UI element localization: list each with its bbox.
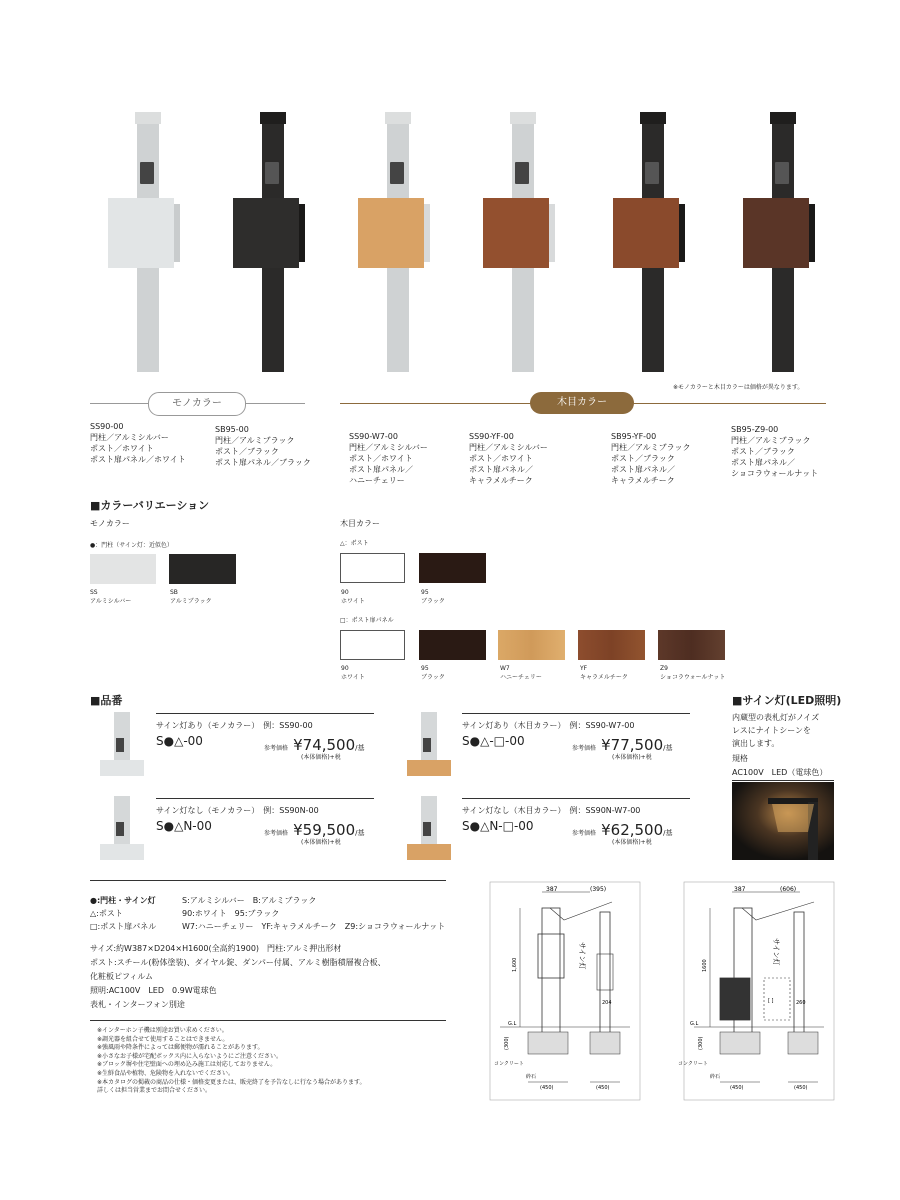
product-code: SB95-00 bbox=[215, 425, 249, 434]
swatch-label-door-yf: YF キャラメルチーク bbox=[580, 665, 628, 681]
variation-heading: ■カラーバリエーション bbox=[90, 499, 210, 512]
svg-text:コンクリート: コンクリート bbox=[494, 1061, 524, 1067]
thumb-mono-nolight bbox=[100, 796, 146, 860]
hinban-example: 例：SS90-W7-00 bbox=[569, 721, 635, 730]
hinban-price: ¥62,500 bbox=[601, 821, 664, 839]
product-label-1 bbox=[90, 421, 220, 465]
swatch-label-door-w7: W7 ハニーチェリー bbox=[500, 665, 542, 681]
svg-text:(450): (450) bbox=[540, 1085, 554, 1091]
sign-light-spec: AC100V LED（電球色） bbox=[732, 768, 828, 777]
hinban-item-3: サイン灯なし（モノカラー） 例：SS90N-00 S●△N-00 参考価格 ¥59,500/基 (本体価格)+税 bbox=[156, 798, 376, 833]
mono-title: モノカラー bbox=[90, 519, 130, 528]
hinban-code: S●△N-00 bbox=[156, 819, 212, 833]
group-label-wood: 木目カラー bbox=[530, 392, 634, 414]
hinban-price: ¥59,500 bbox=[293, 821, 356, 839]
svg-text:砕石: 砕石 bbox=[526, 1074, 537, 1080]
drawing-without-light bbox=[678, 882, 834, 1100]
hinban-item-1: サイン灯あり（モノカラー） 例：SS90-00 S●△-00 参考価格 ¥74,500/基 (本体価格)+税 bbox=[156, 713, 376, 748]
product-desc: 門柱／アルミブラック ポスト／ブラック ポスト扉パネル／ キャラメルチーク bbox=[611, 443, 691, 485]
svg-text:砕石: 砕石 bbox=[710, 1074, 721, 1080]
svg-text:(606): (606) bbox=[780, 886, 797, 893]
product-image-ss90-w7-00 bbox=[350, 112, 440, 382]
thumb-mono-light bbox=[100, 712, 146, 776]
hinban-price: ¥74,500 bbox=[293, 736, 356, 754]
swatch-ss bbox=[90, 554, 156, 584]
product-label-4 bbox=[469, 431, 599, 486]
code-legend: ●:門柱・サイン灯 S:アルミシルバー B:アルミブラック △:ポスト 90:ホワイト 95:ブラック □:ポスト扉パネル W7:ハニーチェリー YF:キャラメルチーク Z9:ショコラウォールナット bbox=[90, 896, 446, 931]
svg-text:204: 204 bbox=[602, 1000, 612, 1006]
swatch-door-95 bbox=[419, 630, 486, 660]
svg-text:G.L: G.L bbox=[508, 1021, 517, 1027]
notes: ※インターホン子機は別途お買い求めください。 ※調光器を組合せて使用することはできません。 ※強風雨や降条件によっては郵便物が濡れることがあります。 ※小さなお子様が宅配ボックス内に入らないようにご注意ください。 ※ブロック塀や住宅壁面への埋め込み施工は対応しておりません。 ※生鮮食品や植物、危険物を入れないでください。 ※本カタログの掲載の商品の仕様・価格変更または、販売終了を予告なしに行なう場合があります。 詳しくは担当営業までお問合せください。 bbox=[97, 1027, 366, 1095]
swatch-post-90 bbox=[340, 553, 405, 583]
product-code: SS90-00 bbox=[90, 422, 124, 431]
product-code: SS90-W7-00 bbox=[349, 432, 398, 441]
svg-text:コンクリート: コンクリート bbox=[678, 1061, 708, 1067]
svg-text:(450): (450) bbox=[794, 1085, 808, 1091]
swatch-label-door-z9: Z9 ショコラウォールナット bbox=[660, 665, 726, 681]
thumb-wood-nolight bbox=[407, 796, 453, 860]
swatch-door-w7 bbox=[498, 630, 565, 660]
hinban-price: ¥77,500 bbox=[601, 736, 664, 754]
svg-text:[ ]: [ ] bbox=[768, 998, 774, 1004]
svg-text:1600: 1600 bbox=[702, 959, 708, 972]
product-code: SB95-Z9-00 bbox=[731, 425, 779, 434]
hinban-code: S●△-00 bbox=[156, 734, 203, 748]
hinban-heading: ■品番 bbox=[90, 694, 123, 707]
product-code: SB95-YF-00 bbox=[611, 432, 657, 441]
wood-title: 木目カラー bbox=[340, 519, 380, 528]
drawing-with-light bbox=[490, 882, 640, 1100]
svg-text:(450): (450) bbox=[730, 1085, 744, 1091]
product-label-6 bbox=[731, 424, 871, 479]
product-desc: 門柱／アルミシルバー ポスト／ホワイト ポスト扉パネル／ キャラメルチーク bbox=[469, 443, 548, 485]
swatch-label-post-90: 90 ホワイト bbox=[341, 589, 365, 605]
swatch-label-ss: SS アルミシルバー bbox=[90, 589, 132, 605]
swatch-label-door-95: 95 ブラック bbox=[421, 665, 445, 681]
svg-text:260: 260 bbox=[796, 1000, 806, 1006]
hinban-example: 例：SS90-00 bbox=[263, 721, 313, 730]
pillar-caption: ●：門柱（サイン灯：近似色） bbox=[90, 542, 173, 549]
door-caption: □：ポスト扉パネル bbox=[340, 617, 394, 624]
hinban-example: 例：SS90N-W7-00 bbox=[569, 806, 641, 815]
svg-text:G.L: G.L bbox=[690, 1021, 699, 1027]
product-image-sb95-z9-00 bbox=[735, 112, 825, 382]
group-label-mono: モノカラー bbox=[148, 392, 246, 416]
swatch-label-door-90: 90 ホワイト bbox=[341, 665, 365, 681]
hinban-title: サイン灯なし（木目カラー） bbox=[462, 806, 562, 815]
product-desc: 門柱／アルミブラック ポスト／ブラック ポスト扉パネル／ ショコラウォールナット bbox=[731, 436, 819, 478]
svg-text:387: 387 bbox=[546, 886, 558, 893]
product-label-5 bbox=[611, 431, 741, 486]
svg-text:サイン灯: サイン灯 bbox=[772, 938, 780, 966]
product-desc: 門柱／アルミブラック ポスト／ブラック ポスト扉パネル／ブラック bbox=[215, 436, 311, 467]
sign-light-spec-label: 規格 bbox=[732, 754, 748, 763]
swatch-post-95 bbox=[419, 553, 486, 583]
product-desc: 門柱／アルミシルバー ポスト／ホワイト ポスト扉パネル／ホワイト bbox=[90, 433, 186, 464]
sign-light-photo bbox=[732, 782, 834, 860]
hinban-code: S●△N-□-00 bbox=[462, 819, 534, 833]
swatch-door-yf bbox=[578, 630, 645, 660]
product-image-sb95-yf-00 bbox=[605, 112, 695, 382]
svg-text:1,600: 1,600 bbox=[512, 957, 518, 972]
product-desc: 門柱／アルミシルバー ポスト／ホワイト ポスト扉パネル／ ハニーチェリー bbox=[349, 443, 428, 485]
sign-light-heading: ■サイン灯(LED照明) bbox=[732, 694, 842, 707]
hinban-title: サイン灯あり（木目カラー） bbox=[462, 721, 562, 730]
hinban-title: サイン灯なし（モノカラー） bbox=[156, 806, 256, 815]
swatch-label-post-95: 95 ブラック bbox=[421, 589, 445, 605]
thumb-wood-light bbox=[407, 712, 453, 776]
post-caption: △：ポスト bbox=[340, 540, 369, 547]
svg-text:(300): (300) bbox=[504, 1036, 510, 1050]
product-label-3 bbox=[349, 431, 479, 486]
product-code: SS90-YF-00 bbox=[469, 432, 514, 441]
swatch-label-sb: SB アルミブラック bbox=[170, 589, 212, 605]
sign-light-desc: 内蔵型の表札灯がノイズ レスにナイトシーンを 演出します。 bbox=[732, 713, 820, 748]
spec-list: サイズ:約W387×D204×H1600(全高約1900) 門柱:アルミ押出形材 ポスト:スチール(粉体塗装)、ダイヤル錠、ダンパー付属、アルミ樹脂積層複合板、 化粧板ピフィルム 照明:AC100V LED 0.9W電球色 表札・インターフォン別途 bbox=[90, 944, 386, 1009]
swatch-door-z9 bbox=[658, 630, 725, 660]
hinban-item-4: サイン灯なし（木目カラー） 例：SS90N-W7-00 S●△N-□-00 参考価格 ¥62,500/基 (本体価格)+税 bbox=[462, 798, 692, 833]
svg-text:サイン灯: サイン灯 bbox=[578, 942, 586, 970]
svg-text:(450): (450) bbox=[596, 1085, 610, 1091]
svg-text:387: 387 bbox=[734, 886, 746, 893]
product-label-2 bbox=[215, 424, 345, 468]
product-image-ss90-yf-00 bbox=[475, 112, 565, 382]
hinban-example: 例：SS90N-00 bbox=[263, 806, 319, 815]
hinban-item-2: サイン灯あり（木目カラー） 例：SS90-W7-00 S●△-□-00 参考価格 ¥77,500/基 (本体価格)+税 bbox=[462, 713, 692, 748]
hinban-code: S●△-□-00 bbox=[462, 734, 525, 748]
product-image-ss90-00 bbox=[100, 112, 190, 382]
swatch-sb bbox=[169, 554, 236, 584]
product-image-sb95-00 bbox=[225, 112, 315, 382]
price-note: ※モノカラーと木目カラーは価格が異なります。 bbox=[673, 384, 804, 391]
svg-text:(395): (395) bbox=[590, 886, 607, 893]
hinban-title: サイン灯あり（モノカラー） bbox=[156, 721, 256, 730]
svg-text:(300): (300) bbox=[698, 1036, 704, 1050]
swatch-door-90 bbox=[340, 630, 405, 660]
